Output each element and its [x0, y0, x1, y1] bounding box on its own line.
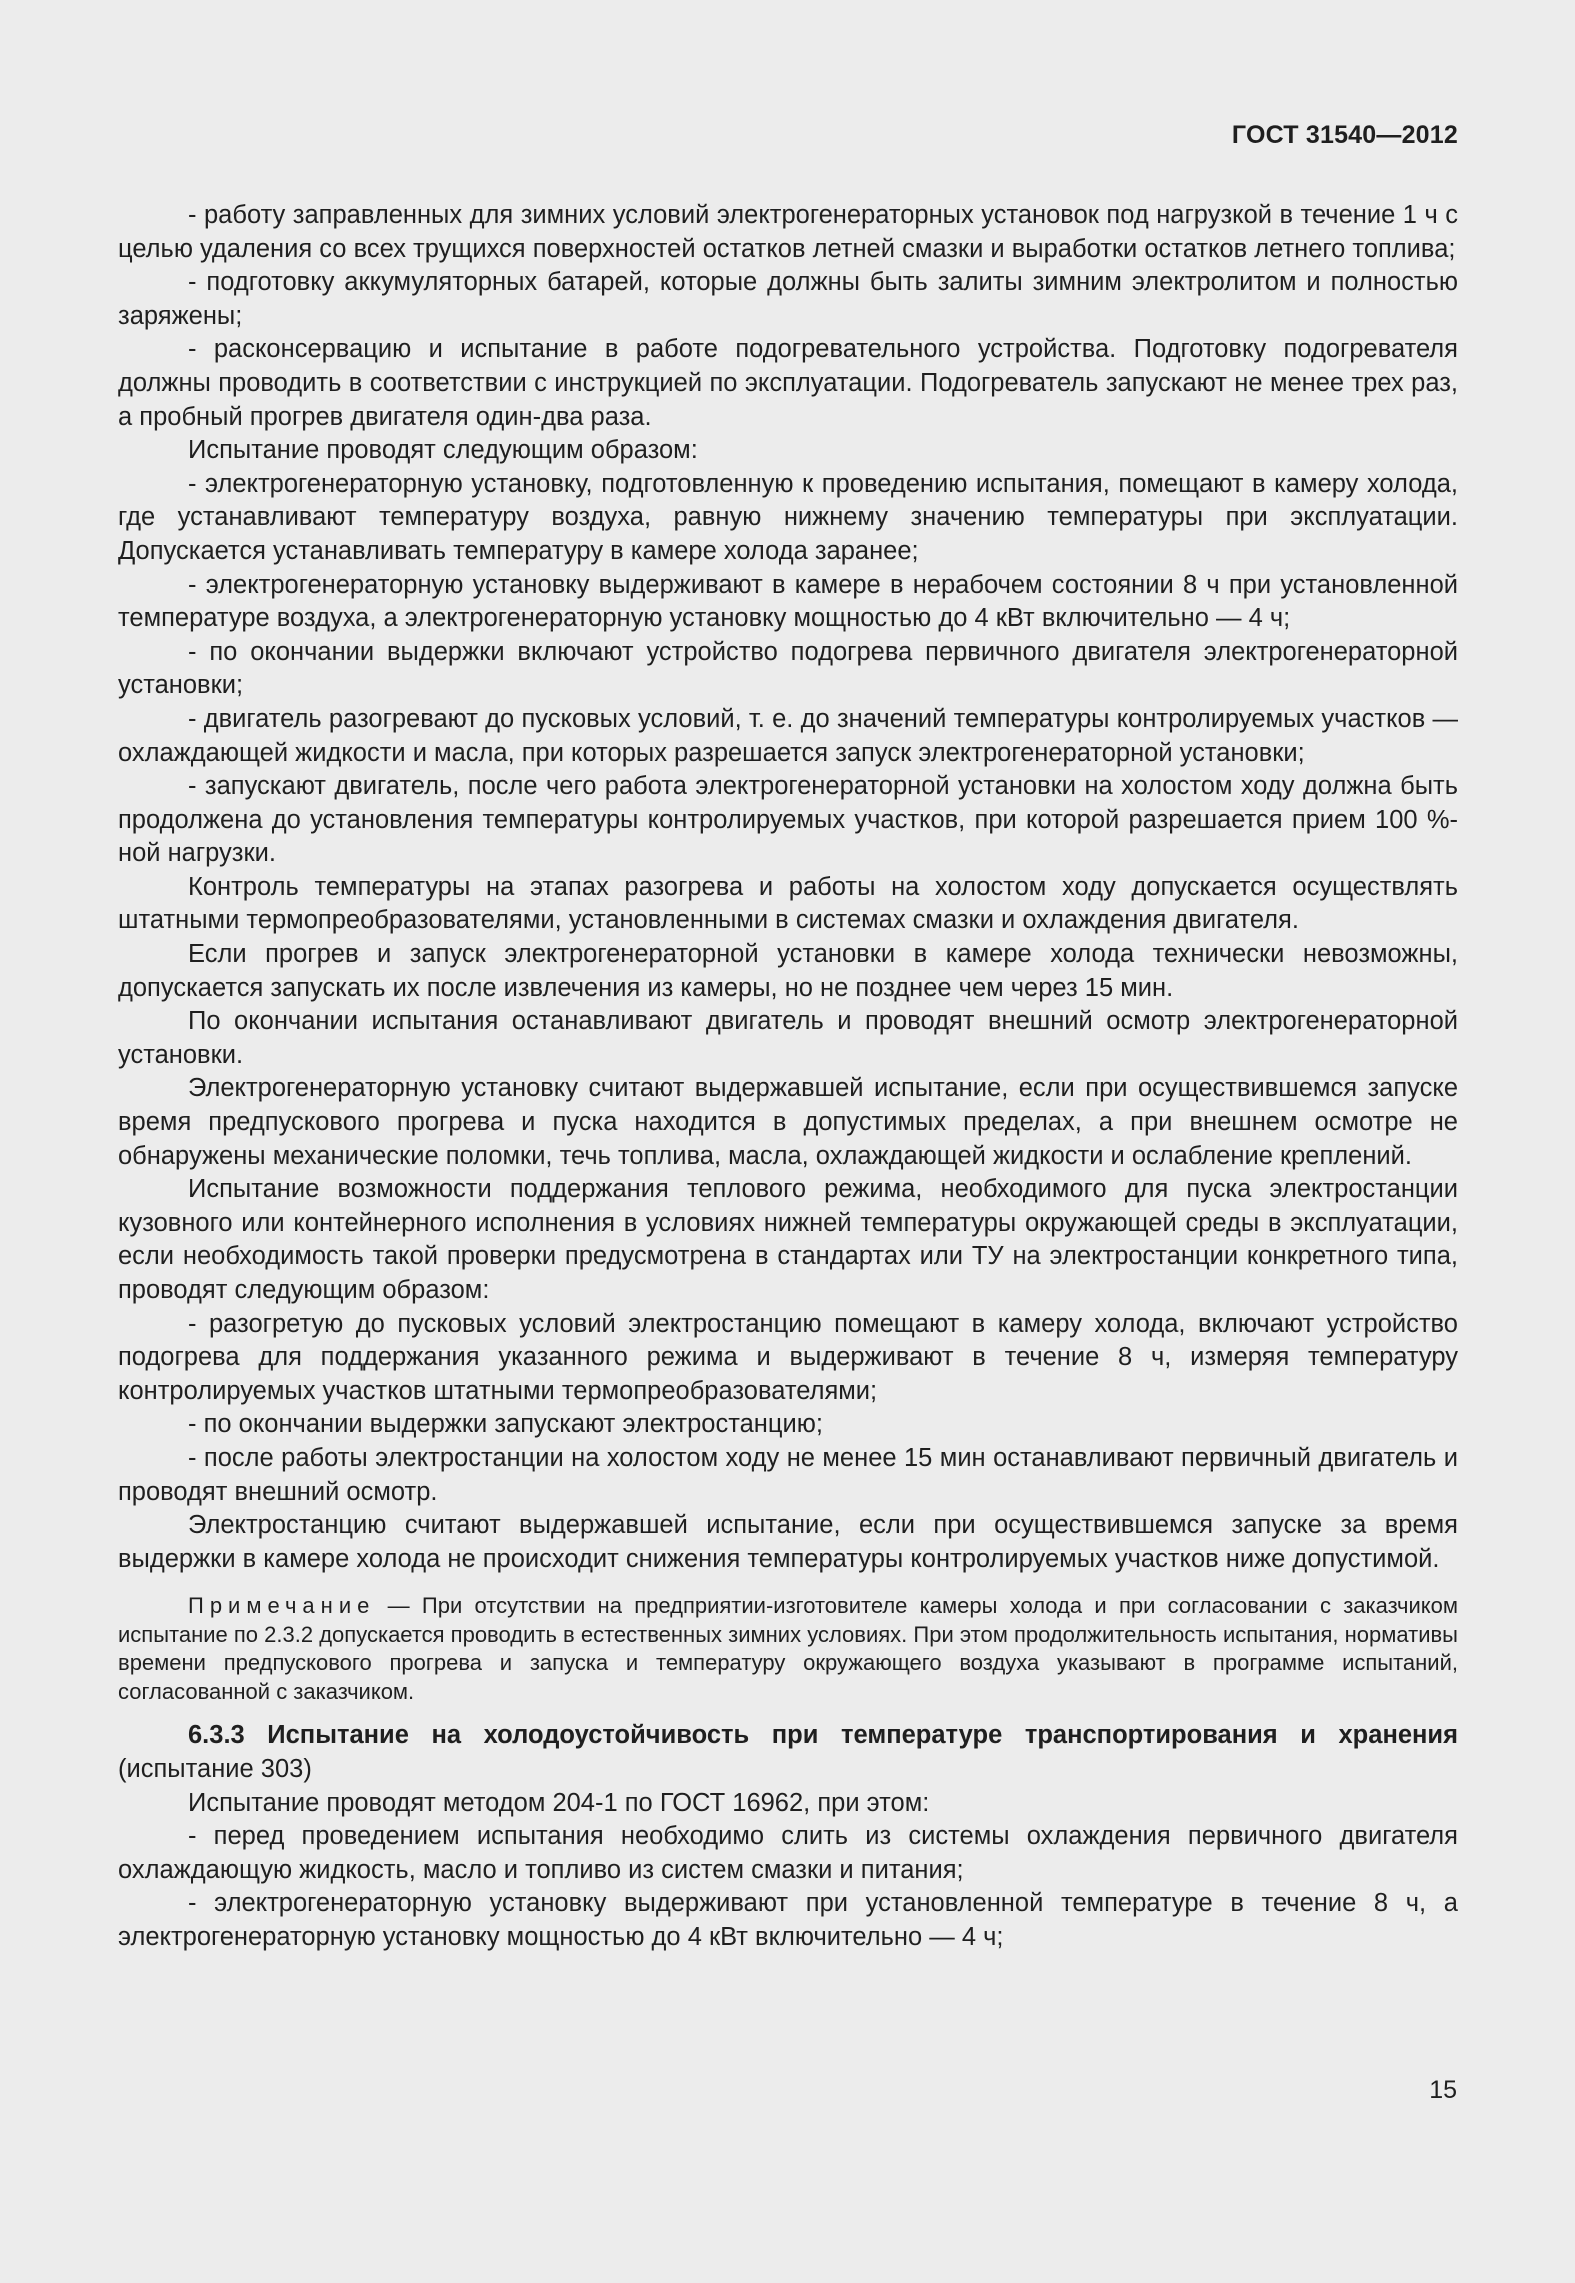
body-paragraph: Если прогрев и запуск электрогенераторной установки в камере холода технически невозможны, допускается запускать их после извлечения из камеры, но не позднее чем через 15 мин. [118, 940, 1458, 1002]
section-heading-suffix: (испытание 303) [118, 1754, 312, 1783]
body-paragraph: Электрогенераторную установку считают выдержавшей испытание, если при осуществившемся запуске время предпускового прогрева и пуска находится в допустимых пределах, а при внешнем осмотре не обнаружены механические поломки, течь топлива, масла, охлаждающей жидкости и ослабление креплений. [118, 1074, 1458, 1170]
body-paragraph: - запускают двигатель, после чего работа электрогенераторной установки на холостом ходу должна быть продолжена до установления температуры контролируемых участков, при которой разрешается прием 100 %-ной нагрузки. [118, 772, 1458, 868]
body-paragraph: Испытание возможности поддержания теплового режима, необходимого для пуска электростанции кузовного или контейнерного исполнения в условиях нижней температуры окружающей среды в эксплуатации, если необходимость такой проверки предусмотрена в стандартах или ТУ на электростанции конкретного типа, проводят следующим образом: [118, 1175, 1458, 1304]
body-paragraph: Электростанцию считают выдержавшей испытание, если при осуществившемся запуске за время выдержки в камере холода не происходит снижения температуры контролируемых участков ниже допустимой. [118, 1511, 1458, 1573]
body-paragraph: - разогретую до пусковых условий электростанцию помещают в камеру холода, включают устройство подогрева для поддержания указанного режима и выдерживают в течение 8 ч, измеряя температуру контролируемых участков штатными термопреобразователями; [118, 1309, 1458, 1405]
body-paragraph: По окончании испытания останавливают двигатель и проводят внешний осмотр электрогенераторной установки. [118, 1007, 1458, 1069]
body-paragraph: - по окончании выдержки включают устройство подогрева первичного двигателя электрогенераторной установки; [118, 637, 1458, 700]
note-text: — При отсутствии на предприятии-изготовителе камеры холода и при согласовании с заказчиком испытание по 2.3.2 допускается проводить в естественных зимних условиях. При этом продолжительность испытания, нормативы времени предпускового прогрева и запуска и температуру окружающего воздуха указывают в программе испытаний, согласованной с заказчиком. [118, 1593, 1458, 1704]
body-paragraph: - расконсервацию и испытание в работе подогревательного устройства. Подготовку подогревателя должны проводить в соответствии с инструкцией по эксплуатации. Подогреватель запускают не менее трех раз, а пробный прогрев двигателя один-два раза. [118, 335, 1458, 431]
section-heading [118, 1719, 1458, 1786]
body-paragraph: - электрогенераторную установку выдерживают при установленной температуре в течение 8 ч, а электрогенераторную установку мощностью до 4 кВт включительно — 4 ч; [118, 1889, 1458, 1951]
body-paragraph: Испытание проводят следующим образом: [188, 436, 698, 465]
body-paragraph: - электрогенераторную установку выдерживают в камере в нерабочем состоянии 8 ч при установленной температуре воздуха, а электрогенераторную установку мощностью до 4 кВт включительно — 4 ч; [118, 570, 1458, 633]
document-body [118, 199, 1458, 1955]
body-paragraph: Контроль температуры на этапах разогрева и работы на холостом ходу допускается осуществлять штатными термопреобразователями, установленными в системах смазки и охлаждения двигателя. [118, 872, 1458, 935]
body-paragraph: - двигатель разогревают до пусковых условий, т. е. до значений температуры контролируемых участков — охлаждающей жидкости и масла, при которых разрешается запуск электрогенераторной установки; [118, 704, 1458, 767]
body-paragraph: - подготовку аккумуляторных батарей, которые должны быть залиты зимним электролитом и полностью заряжены; [118, 268, 1458, 330]
body-paragraph: - работу заправленных для зимних условий электрогенераторных установок под нагрузкой в течение 1 ч с целью удаления со всех трущихся поверхностей остатков летней смазки и выработки остатков летнего топлива; [118, 201, 1458, 263]
document-header: ГОСТ 31540—2012 [1231, 121, 1458, 149]
body-paragraph: - перед проведением испытания необходимо слить из системы охлаждения первичного двигателя охлаждающую жидкость, масло и топливо из систем смазки и питания; [118, 1822, 1458, 1884]
body-paragraph: Испытание проводят методом 204-1 по ГОСТ 16962, при этом: [188, 1788, 930, 1817]
note-label: Примечание [188, 1593, 376, 1619]
page-number: 15 [1429, 2076, 1457, 2104]
body-paragraph: - после работы электростанции на холостом ходу не менее 15 мин останавливают первичный двигатель и проводят внешний осмотр. [118, 1443, 1458, 1506]
body-paragraph: - электрогенераторную установку, подготовленную к проведению испытания, помещают в камеру холода, где устанавливают температуру воздуха, равную нижнему значению температуры при эксплуатации. Допускается устанавливать температуру в камере холода заранее; [118, 469, 1458, 565]
note-paragraph [118, 1592, 1458, 1706]
body-paragraph: - по окончании выдержки запускают электростанцию; [188, 1410, 823, 1439]
section-heading-title: 6.3.3 Испытание на холодоустойчивость при температуре транспортирования и хранения [188, 1721, 1458, 1750]
